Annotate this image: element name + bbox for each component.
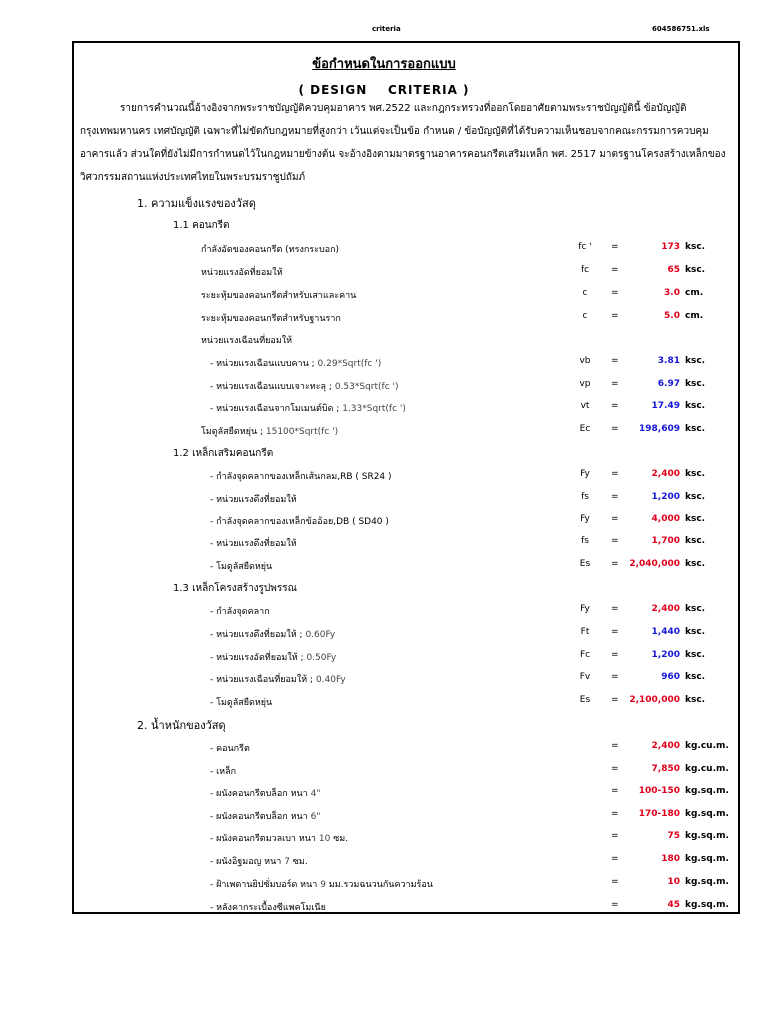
page-subtitle: ( DESIGN CRITERIA ) — [298, 83, 470, 97]
row-label: - หน่วยแรงเฉือนแบบเจาะทะลุ ; 0.53*Sqrt(fc ') — [210, 382, 399, 392]
row-equals: = — [611, 265, 619, 275]
row-symbol: Ft — [580, 627, 590, 637]
row-symbol: Es — [579, 559, 591, 569]
row-value: 45 — [667, 900, 680, 910]
row-unit: cm. — [685, 311, 704, 321]
row-equals: = — [611, 469, 619, 479]
row-label: - ผนังอิฐมอญ หนา 7 ซม. — [210, 857, 308, 867]
row-label: - ฝ้าเพดานยิปซั่มบอร์ด หนา 9 มม.รวมฉนวนกันความร้อน — [210, 880, 433, 890]
row-label: - กำลังจุดคลาก — [210, 607, 270, 617]
row-label: โมดูลัสยืดหยุ่น ; 15100*Sqrt(fc ') — [201, 427, 339, 437]
row-equals: = — [611, 379, 619, 389]
row-unit: ksc. — [685, 492, 706, 502]
row-formula: 0.60Fy — [305, 630, 336, 640]
row-equals: = — [611, 809, 619, 819]
row-symbol: Ec — [579, 424, 591, 434]
row-symbol: fc — [580, 265, 590, 275]
row-symbol: fs — [581, 492, 589, 502]
row-unit: kg.sq.m. — [685, 831, 729, 841]
row-value: 1,440 — [651, 627, 680, 637]
row-value: 1,200 — [651, 492, 680, 502]
row-label: หน่วยแรงอัดที่ยอมให้ — [201, 268, 283, 278]
row-unit: ksc. — [685, 604, 706, 614]
row-label: - หลังคากระเบื้องซีแพคโมเนีย — [210, 903, 326, 913]
row-symbol: vb — [579, 356, 591, 366]
row-symbol: Fy — [580, 604, 590, 614]
row-unit: ksc. — [685, 514, 706, 524]
row-value: 2,040,000 — [629, 559, 680, 569]
row-label: ระยะหุ้มของคอนกรีตสำหรับฐานราก — [201, 314, 341, 324]
row-formula: 0.29*Sqrt(fc ') — [317, 359, 382, 369]
row-formula: 7 — [284, 857, 290, 867]
row-equals: = — [611, 514, 619, 524]
row-label: - หน่วยแรงเฉือนที่ยอมให้ ; 0.40Fy — [210, 675, 346, 685]
row-unit: ksc. — [685, 356, 706, 366]
row-label: - ผนังคอนกรีตมวลเบา หนา 10 ซม. — [210, 834, 349, 844]
row-label: - กำลังจุดคลากของเหล็กเส้นกลม,RB ( SR24 ) — [210, 472, 392, 482]
row-equals: = — [611, 627, 619, 637]
row-equals: = — [611, 900, 619, 910]
row-unit: cm. — [685, 288, 704, 298]
row-value: 180 — [661, 854, 680, 864]
row-unit: kg.cu.m. — [685, 764, 729, 774]
row-unit: kg.sq.m. — [685, 877, 729, 887]
row-value: 75 — [667, 831, 680, 841]
row-value: 170-180 — [638, 809, 680, 819]
row-symbol: fc ' — [578, 242, 592, 252]
row-value: 173 — [661, 242, 680, 252]
row-equals: = — [611, 401, 619, 411]
row-value: 5.0 — [664, 311, 680, 321]
row-equals: = — [611, 741, 619, 751]
row-symbol: c — [582, 288, 588, 298]
row-label: - หน่วยแรงเฉือนจากโมเมนต์บิด ; 1.33*Sqrt(fc ') — [210, 404, 406, 414]
row-label: ระยะหุ้มของคอนกรีตสำหรับเสาและคาน — [201, 291, 357, 301]
row-formula: 0.50Fy — [306, 653, 337, 663]
row-formula: 1.33*Sqrt(fc ') — [342, 404, 406, 414]
row-label: - เหล็ก — [210, 767, 237, 777]
row-unit: ksc. — [685, 627, 706, 637]
row-value: 960 — [661, 672, 680, 682]
row-symbol: vp — [579, 379, 591, 389]
row-symbol: Fy — [580, 514, 590, 524]
row-label: - ผนังคอนกรีตบล็อก หนา 6" — [210, 812, 321, 822]
row-value: 2,400 — [651, 741, 680, 751]
row-equals: = — [611, 536, 619, 546]
row-unit: ksc. — [685, 672, 706, 682]
row-formula: 15100*Sqrt(fc ') — [265, 427, 339, 437]
row-symbol: Fv — [579, 672, 591, 682]
row-equals: = — [611, 424, 619, 434]
row-formula: 0.40Fy — [315, 675, 346, 685]
row-equals: = — [611, 672, 619, 682]
row-formula: 0.53*Sqrt(fc ') — [334, 382, 399, 392]
row-label: - หน่วยแรงดึงที่ยอมให้ — [210, 539, 297, 549]
row-unit: ksc. — [685, 242, 706, 252]
subsection-concrete: 1.1 คอนกรีต — [173, 220, 230, 231]
row-label: - โมดูลัสยืดหยุ่น — [210, 562, 273, 572]
row-label: - คอนกรีต — [210, 744, 250, 754]
row-unit: kg.sq.m. — [685, 786, 729, 796]
row-label: - โมดูลัสยืดหยุ่น — [210, 698, 273, 708]
row-value: 17.49 — [651, 401, 680, 411]
intro-line-1: รายการคำนวณนี้อ้างอิงจากพระราชบัญญัติควบคุมอาคาร พศ.2522 และกฎกระทรวงที่ออกโดยอาศัยตามพระราชบัญญัตินี้ ข้อบัญญัติ — [120, 103, 687, 114]
row-value: 1,700 — [651, 536, 680, 546]
subsection-rebar: 1.2 เหล็กเสริมคอนกรีต — [173, 448, 274, 459]
row-unit: ksc. — [685, 379, 706, 389]
intro-line-3: อาคารแล้ว ส่วนใดที่ยังไม่มีการกำหนดไว้ในกฎหมายข้างต้น จะอ้างอิงตามมาตรฐานอาคารคอนกรีตเสริมเหล็ก พศ. 2517 มาตรฐานโครงสร้างเหล็กของ — [80, 149, 726, 160]
row-equals: = — [611, 650, 619, 660]
row-equals: = — [611, 786, 619, 796]
row-label: - หน่วยแรงดึงที่ยอมให้ — [210, 495, 297, 505]
row-value: 6.97 — [657, 379, 680, 389]
row-equals: = — [611, 604, 619, 614]
row-value: 3.0 — [664, 288, 680, 298]
row-value: 3.81 — [657, 356, 680, 366]
row-value: 65 — [667, 265, 680, 275]
row-label: - กำลังจุดคลากของเหล็กข้ออ้อย,DB ( SD40 ) — [210, 517, 389, 527]
intro-line-2: กรุงเทพมหานคร เทศบัญญัติ เฉพาะที่ไม่ขัดกับกฎหมายที่สูงกว่า เว้นแต่จะเป็นข้อ กำหนด / ข้อบัญญัติที่ได้รับความเห็นชอบจากคณะกรรมการควบคุม — [80, 126, 709, 137]
shear-heading: หน่วยแรงเฉือนที่ยอมให้ — [201, 336, 293, 346]
row-equals: = — [611, 877, 619, 887]
header-file-name: 604586751.xls — [652, 25, 710, 33]
row-value: 4,000 — [651, 514, 680, 524]
section-heading-strength: 1. ความแข็งแรงของวัสดุ — [137, 197, 256, 210]
row-label: - หน่วยแรงอัดที่ยอมให้ ; 0.50Fy — [210, 653, 337, 663]
row-unit: ksc. — [685, 401, 706, 411]
row-symbol: Fy — [580, 469, 590, 479]
row-equals: = — [611, 356, 619, 366]
row-unit: kg.cu.m. — [685, 741, 729, 751]
row-equals: = — [611, 764, 619, 774]
row-equals: = — [611, 854, 619, 864]
row-unit: ksc. — [685, 536, 706, 546]
row-equals: = — [611, 242, 619, 252]
row-symbol: c — [582, 311, 588, 321]
row-label: - ผนังคอนกรีตบล็อก หนา 4" — [210, 789, 321, 799]
row-label: - หน่วยแรงเฉือนแบบคาน ; 0.29*Sqrt(fc ') — [210, 359, 382, 369]
row-value: 2,400 — [651, 469, 680, 479]
row-unit: ksc. — [685, 559, 706, 569]
row-value: 198,609 — [639, 424, 680, 434]
header-sheet-name: criteria — [372, 25, 401, 33]
row-equals: = — [611, 311, 619, 321]
row-equals: = — [611, 695, 619, 705]
row-label: กำลังอัดของคอนกรีต (ทรงกระบอก) — [201, 245, 340, 255]
row-symbol: Fc — [579, 650, 591, 660]
row-unit: ksc. — [685, 695, 706, 705]
row-formula: 10 — [318, 834, 331, 844]
row-equals: = — [611, 831, 619, 841]
row-formula: 6" — [310, 812, 321, 822]
row-unit: ksc. — [685, 265, 706, 275]
section-heading-weights: 2. น้ำหนักของวัสดุ — [137, 719, 226, 732]
row-formula: 9 — [320, 880, 326, 890]
row-equals: = — [611, 492, 619, 502]
row-equals: = — [611, 559, 619, 569]
row-value: 2,400 — [651, 604, 680, 614]
row-symbol: vt — [580, 401, 590, 411]
row-value: 100-150 — [638, 786, 680, 796]
row-value: 10 — [667, 877, 680, 887]
row-symbol: Es — [579, 695, 591, 705]
page-title: ข้อกำหนดในการออกแบบ — [312, 57, 456, 72]
row-unit: ksc. — [685, 650, 706, 660]
row-unit: kg.sq.m. — [685, 809, 729, 819]
row-unit: kg.sq.m. — [685, 854, 729, 864]
row-unit: kg.sq.m. — [685, 900, 729, 910]
row-value: 7,850 — [651, 764, 680, 774]
subsection-structural-steel: 1.3 เหล็กโครงสร้างรูปพรรณ — [173, 583, 297, 594]
row-value: 2,100,000 — [629, 695, 680, 705]
row-unit: ksc. — [685, 424, 706, 434]
intro-line-4: วิศวกรรมสถานแห่งประเทศไทยในพระบรมราชูปถัมภ์ — [80, 172, 306, 183]
row-label: - หน่วยแรงดึงที่ยอมให้ ; 0.60Fy — [210, 630, 336, 640]
row-symbol: fs — [581, 536, 589, 546]
row-value: 1,200 — [651, 650, 680, 660]
row-equals: = — [611, 288, 619, 298]
row-formula: 4" — [310, 789, 321, 799]
row-unit: ksc. — [685, 469, 706, 479]
